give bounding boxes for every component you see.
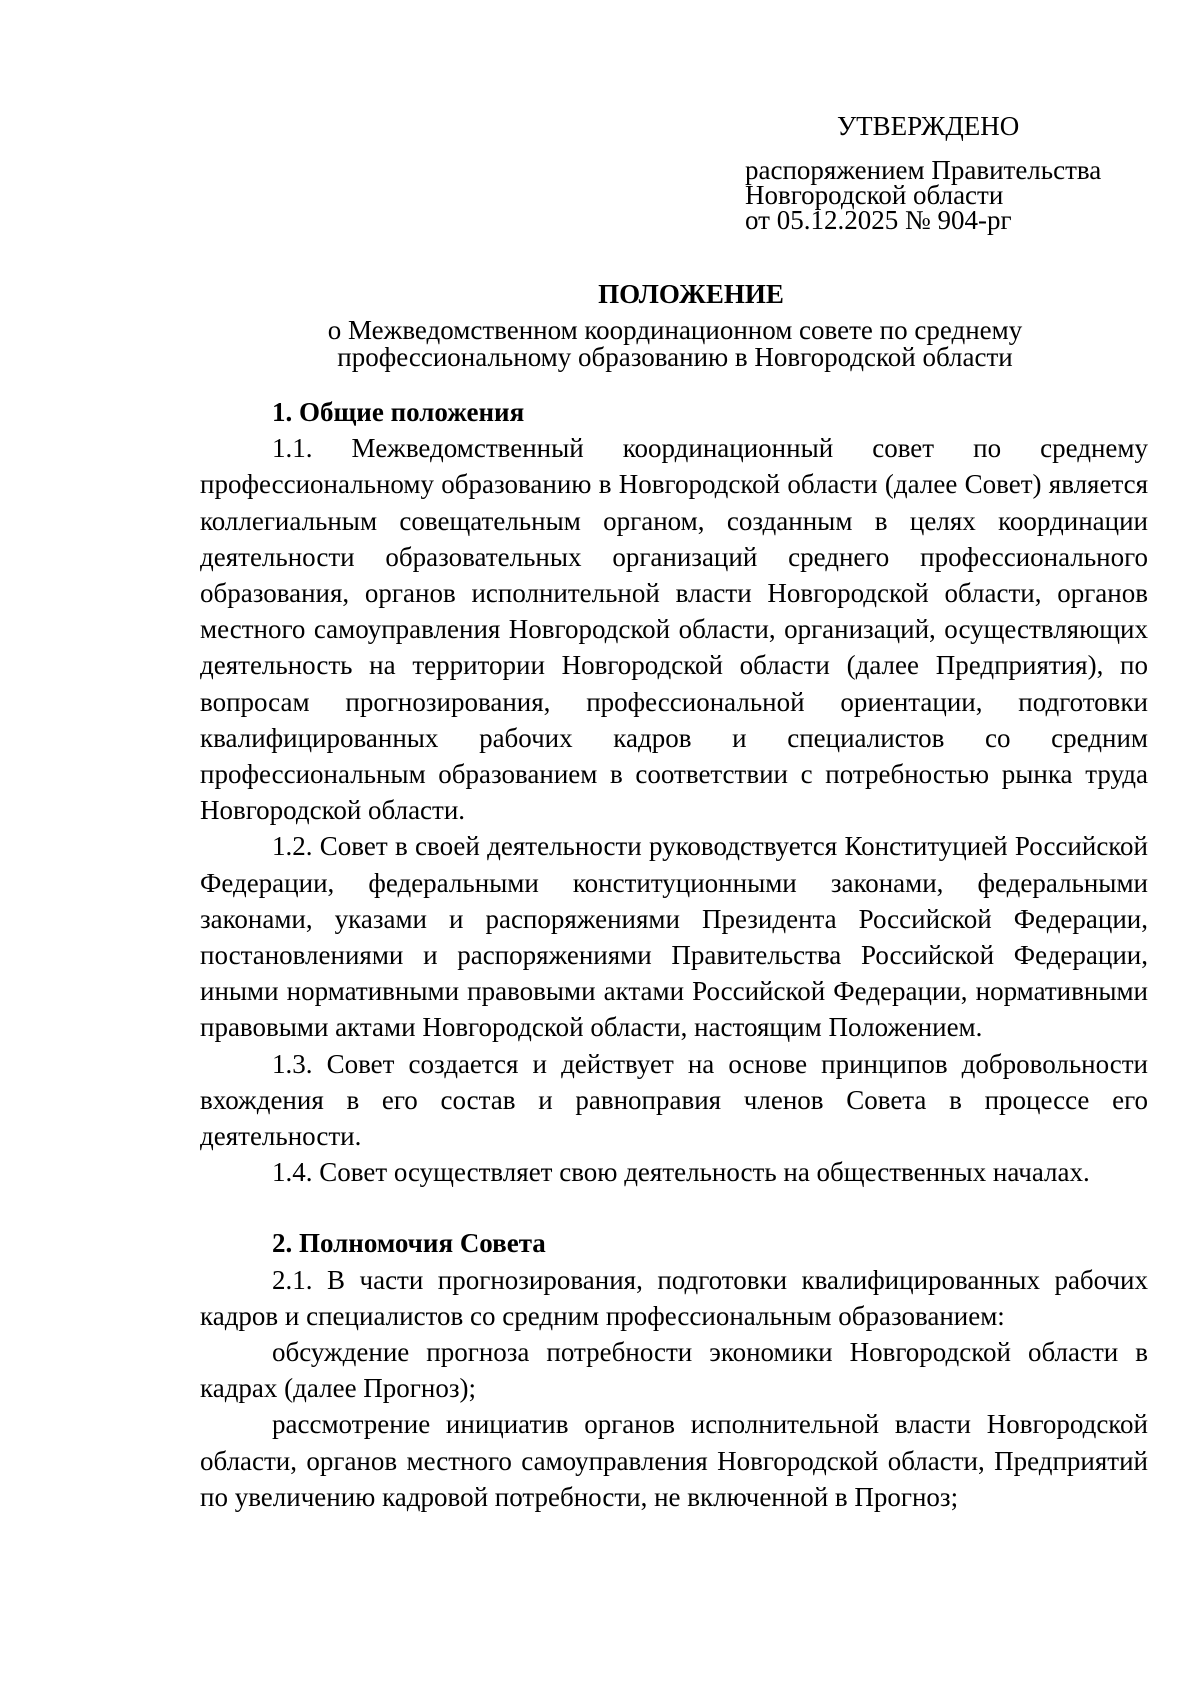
approval-line: Новгородской области (745, 180, 1004, 210)
paragraph: 2.1. В части прогнозирования, подготовки квалифицированных рабочих кадров и специалистов со средним профессиональным образованием: (200, 1264, 1148, 1331)
document-subtitle-line: о Межведомственном координационном совете по среднему (327, 315, 1023, 345)
document-title: ПОЛОЖЕНИЕ (598, 279, 784, 309)
approved-label: УТВЕРЖДЕНО (837, 111, 1020, 141)
document-body (200, 394, 1148, 1515)
title-block (200, 276, 1150, 371)
paragraph: рассмотрение инициатив органов исполнительной власти Новгородской области, органов местного самоуправления Новгородской области, Предприятий по увеличению кадровой потребности, не включенной в Прогноз; (200, 1409, 1148, 1512)
paragraph: 1.2. Совет в своей деятельности руководствуется Конституцией Российской Федерации, федеральными конституционными законами, федеральными законами, указами и распоряжениями Президента Российской Федерации, постановлениями и распоряжениями Правительства Российской Федерации, иными нормативными правовыми актами Российской Федерации, нормативными правовыми актами Новгородской области, настоящим Положением. (200, 831, 1148, 1043)
section-heading: 2. Полномочия Совета (272, 1228, 546, 1259)
approval-line: распоряжением Правительства (745, 155, 1102, 185)
paragraph: 1.3. Совет создается и действует на основе принципов добровольности вхождения в его состав и равноправия членов Совета в процессе его деятельности. (200, 1048, 1148, 1152)
paragraph: 1.4. Совет осуществляет свою деятельность на общественных началах. (272, 1157, 1090, 1188)
document-subtitle-line: профессиональному образованию в Новгородской области (337, 342, 1013, 372)
section-spacer (200, 1190, 1148, 1225)
approval-line: от 05.12.2025 № 904-рг (745, 205, 1012, 235)
approval-stamp (745, 108, 1165, 233)
approval-details (745, 155, 1165, 235)
paragraph: обсуждение прогноза потребности экономики Новгородской области в кадрах (далее Прогноз); (200, 1337, 1148, 1404)
section-heading: 1. Общие положения (272, 397, 525, 427)
paragraph: 1.1. Межведомственный координационный совет по среднему профессиональному образованию в Новгородской области (далее Совет) является коллегиальным совещательным органом, созданным в целях координации деятельности образовательных организаций среднего профессионального образования, органов исполнительной власти Новгородской области, органов местного самоуправления Новгородской области, организаций, осуществляющих деятельность на территории Новгородской области (далее Предприятия), по вопросам прогнозирования, профессиональной ориентации, подготовки квалифицированных рабочих кадров и специалистов со средним профессиональным образованием в соответствии с потребностью рынка труда Новгородской области. (200, 433, 1148, 826)
